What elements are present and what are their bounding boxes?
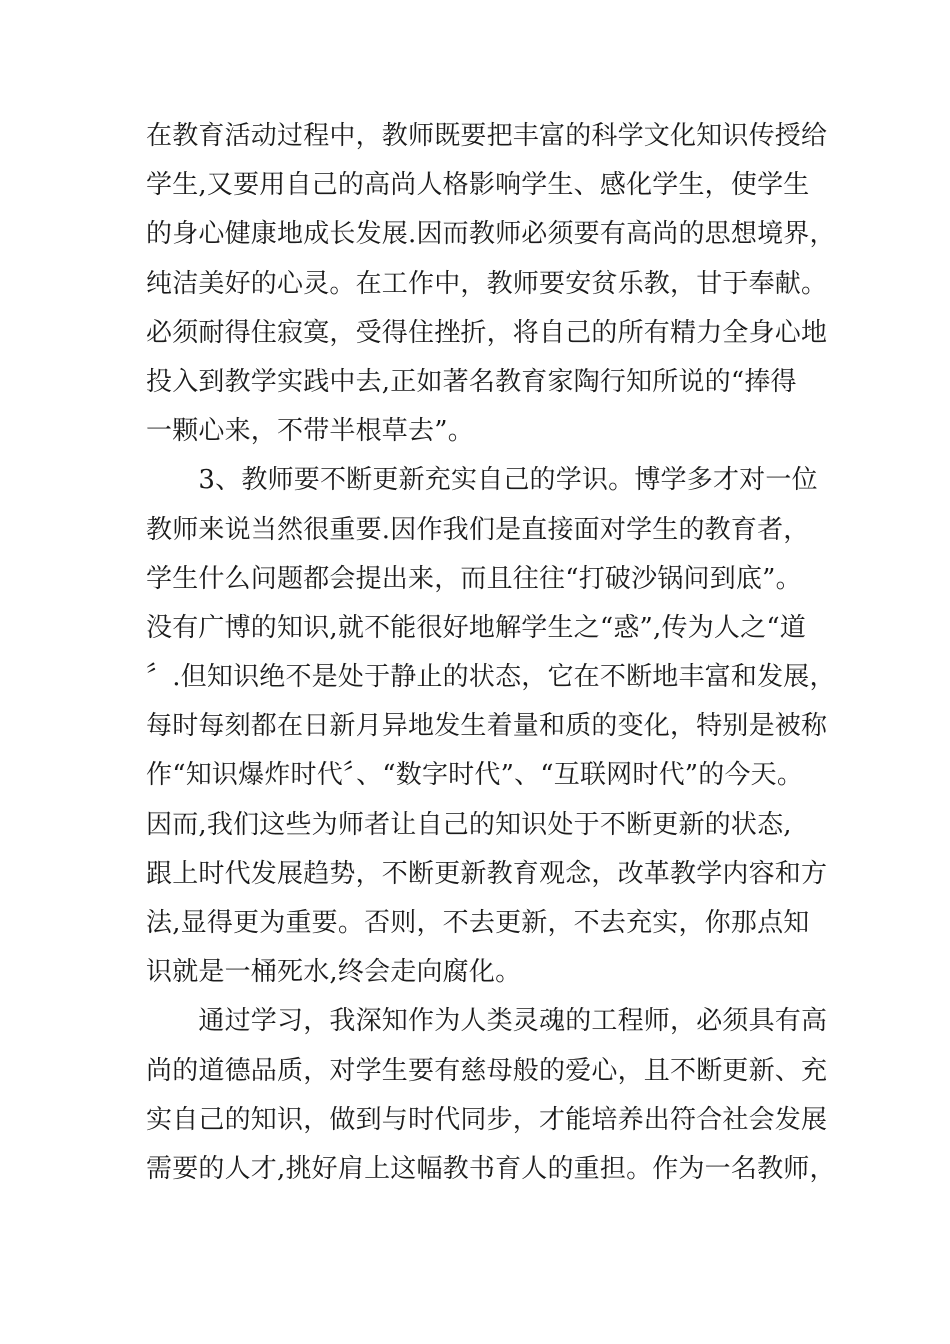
text-line: 实自己的知识，做到与时代同步，才能培养出符合社会发展	[146, 1104, 828, 1135]
text-line: 法,显得更为重要。否则，不去更新，不去充实，你那点知	[146, 908, 810, 938]
text-line: 作“知识爆炸时代〞、“数字时代”、“互联网时代”的今天。	[146, 760, 804, 791]
body-text	[146, 112, 846, 1194]
text-line: 学生,又要用自己的高尚人格影响学生、感化学生，使学生	[146, 170, 810, 201]
text-line: 因而,我们这些为师者让自己的知识处于不断更新的状态,	[146, 809, 792, 840]
text-line: 教师来说当然很重要.因作我们是直接面对学生的教育者，	[146, 514, 810, 545]
text-line: 识就是一桶死水,终会走向腐化。	[146, 957, 522, 988]
paragraph-start-line: 通过学习，我深知作为人类灵魂的工程师，必须具有高	[146, 1006, 828, 1037]
text-line: 在教育活动过程中，教师既要把丰富的科学文化知识传授给	[146, 121, 828, 151]
text-line: 一颗心来，不带半根草去”。	[146, 416, 474, 447]
text-line: 需要的人才,挑好肩上这幅教书育人的重担。作为一名教师，	[146, 1153, 836, 1184]
text-line: 投入到教学实践中去,正如著名教育家陶行知所说的“捧得	[146, 366, 797, 397]
text-line: 的身心健康地成长发展.因而教师必须要有高尚的思想境界，	[146, 219, 836, 250]
text-line: 跟上时代发展趋势，不断更新教育观念，改革教学内容和方	[146, 858, 828, 889]
text-line: 〞.但知识绝不是处于静止的状态，它在不断地丰富和发展，	[146, 662, 836, 693]
text-line: 每时每刻都在日新月异地发生着量和质的变化，特别是被称	[146, 711, 828, 742]
paragraph-start-line: 3、教师要不断更新充实自己的学识。博学多才对一位	[146, 465, 818, 496]
text-line: 纯洁美好的心灵。在工作中，教师要安贫乐教，甘于奉献。	[146, 268, 828, 299]
text-line: 必须耐得住寂寞，受得住挫折，将自己的所有精力全身心地	[146, 317, 828, 348]
text-line: 没有广博的知识,就不能很好地解学生之“惑”,传为人之“道	[146, 612, 807, 643]
text-line: 学生什么问题都会提出来，而且往往“打破沙锅问到底”。	[146, 563, 802, 594]
text-line: 尚的道德品质，对学生要有慈母般的爱心，且不断更新、充	[146, 1055, 828, 1086]
